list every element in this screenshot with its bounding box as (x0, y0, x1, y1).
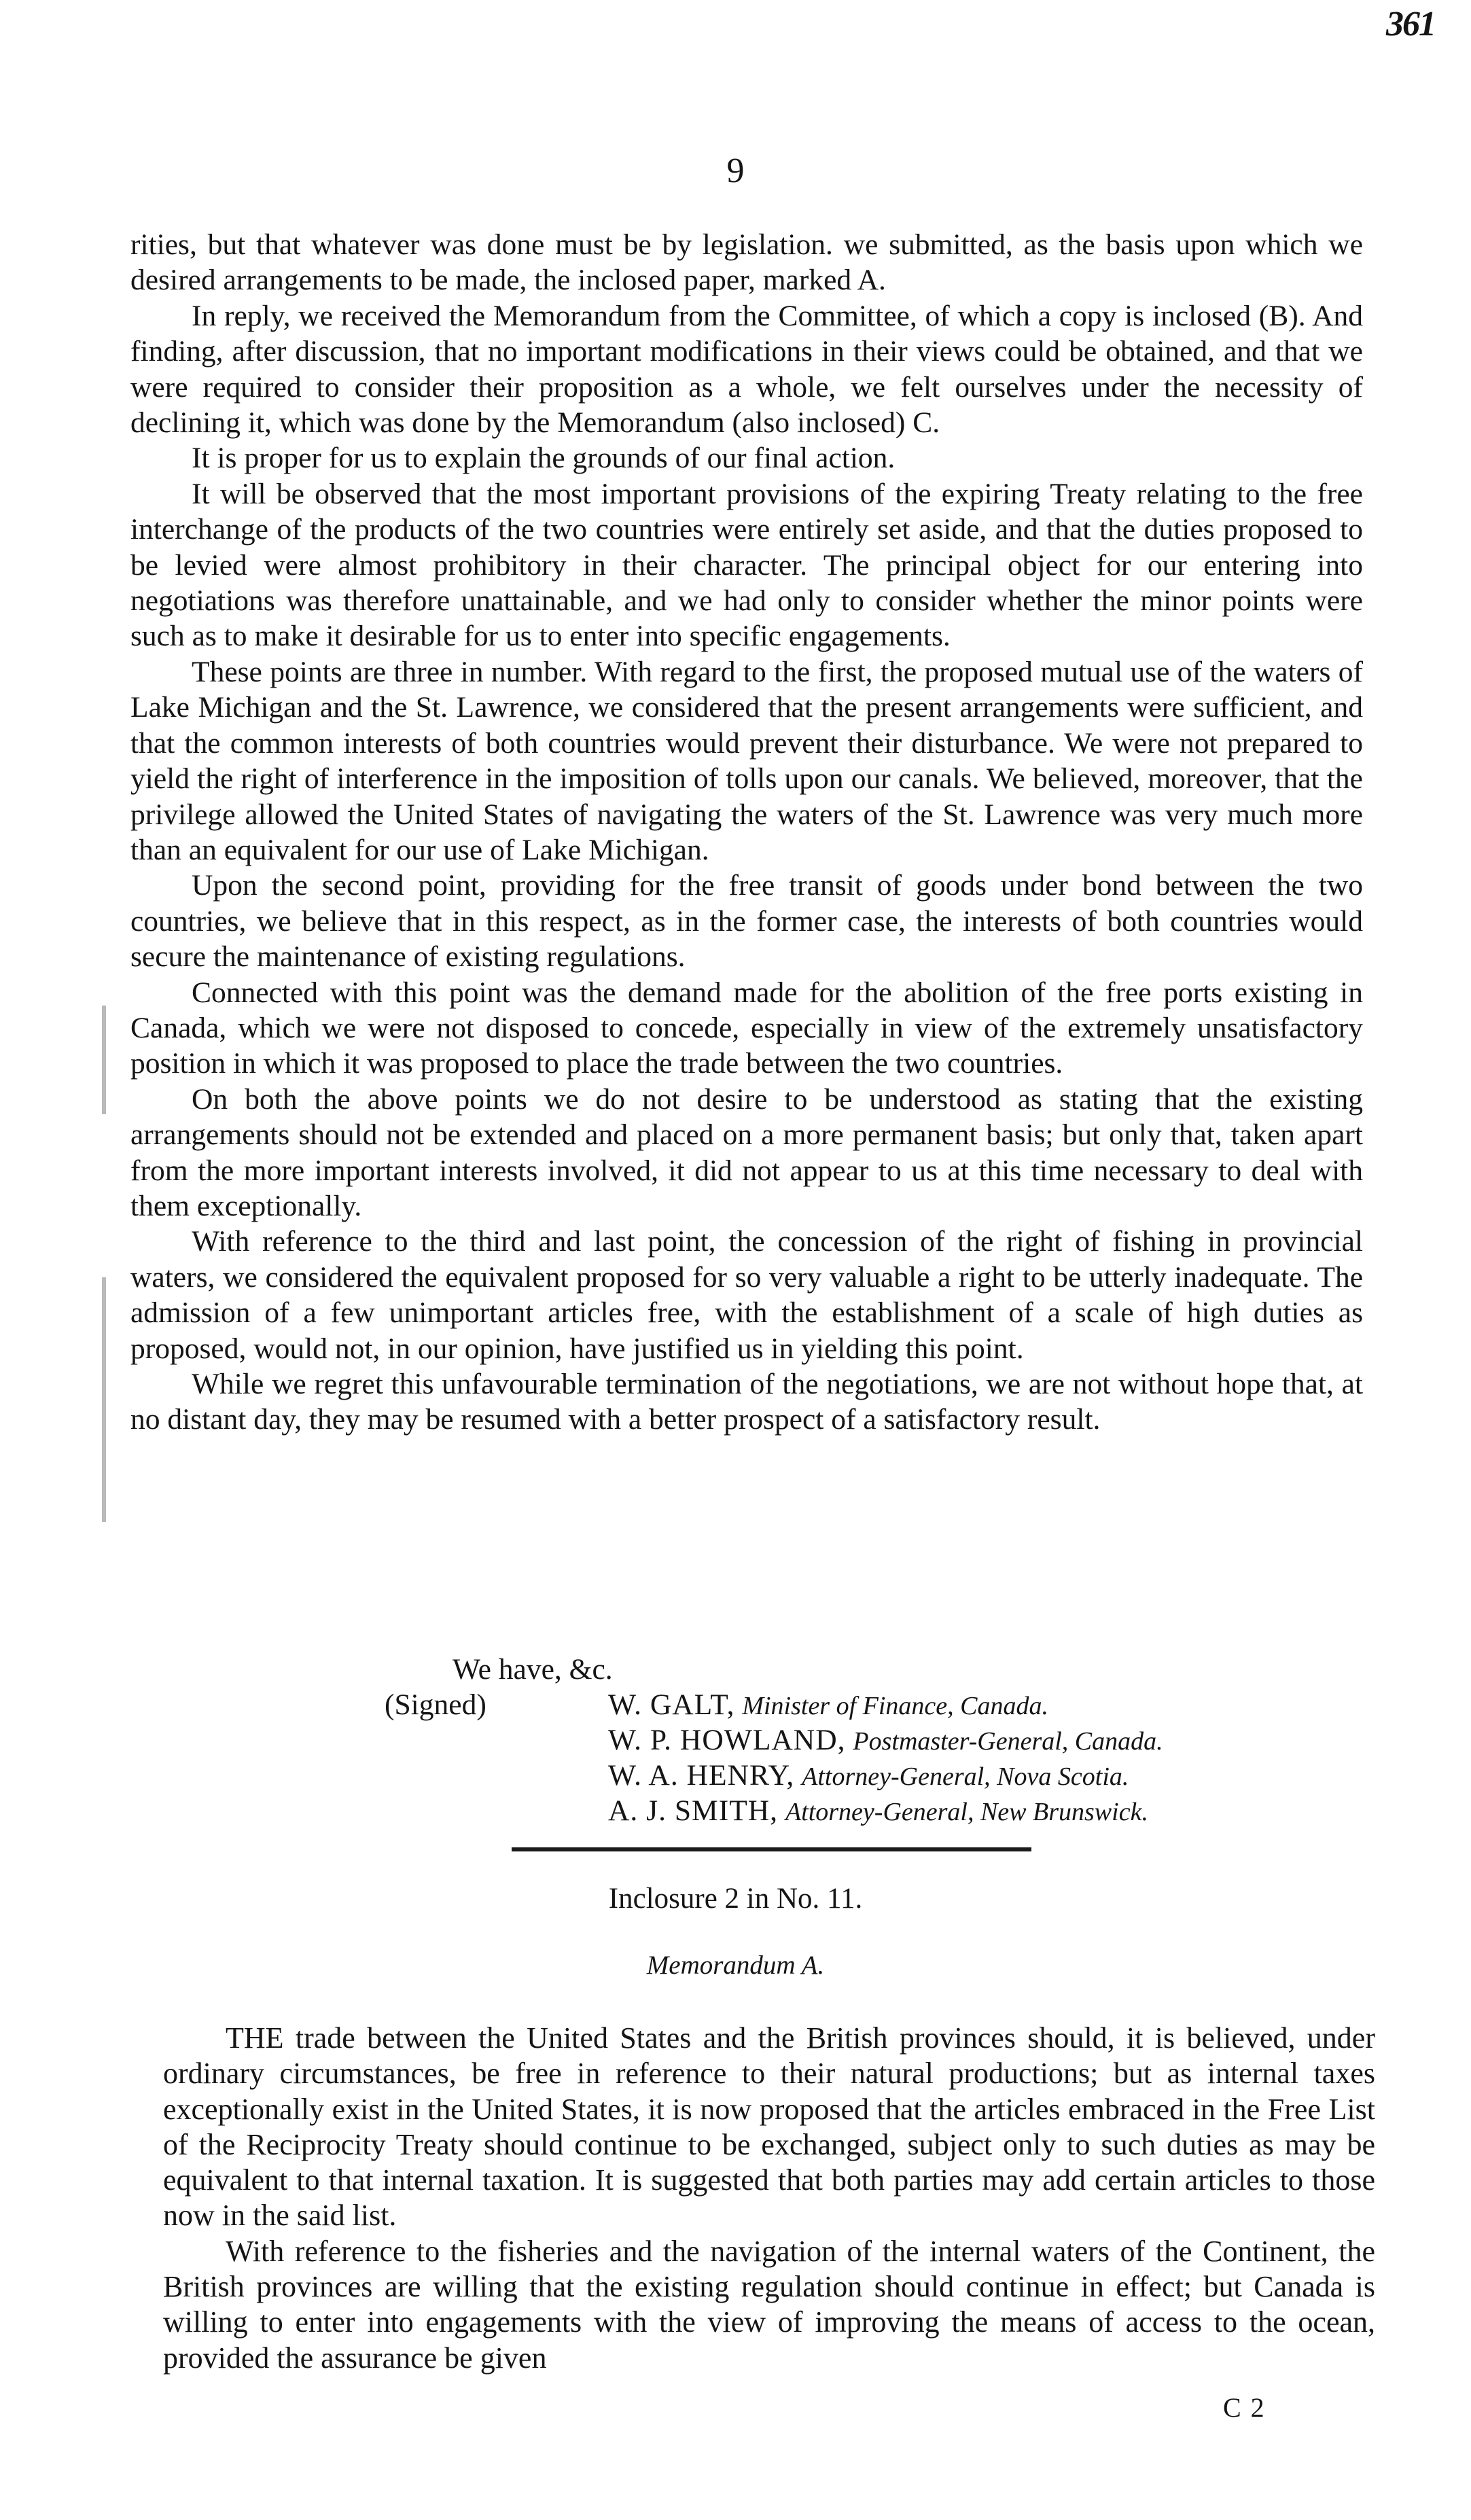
margin-bracket-mark (102, 1006, 106, 1114)
signatory-line (608, 1758, 1129, 1794)
body-paragraph: It is proper for us to explain the grounds of our final action. (192, 442, 896, 475)
signatory-line (608, 1687, 1048, 1724)
signatory-name: W. GALT, (608, 1688, 735, 1721)
signatory-title: Minister of Finance, Canada. (742, 1692, 1049, 1720)
memorandum-body (163, 2021, 1375, 2376)
signatory-line (608, 1722, 1163, 1759)
margin-bracket-mark (102, 1277, 106, 1522)
signatory-title: Postmaster-General, Canada. (853, 1727, 1163, 1756)
body-paragraph: These points are three in number. With regard to the first, the proposed mutual use of the waters of Lake Michigan and the St. Lawrence, we considered that the present arrangements were sufficient, and that the common interests of both countries would prevent their disturbance. We were not prepared to yield the right of interference in the imposition of tolls upon our canals. We believed, moreover, that the privilege allowed the United States of navigating the waters of the St. Lawrence was very much more than an equivalent for our use of Lake Michigan. (130, 655, 1363, 866)
memorandum-paragraph: With reference to the fisheries and the navigation of the internal waters of the Continent, the British provinces are willing that the existing regulation should continue in effect; but Canada is willing to enter into engagements with the view of improving the means of access to the ocean, provided the assurance be given (163, 2234, 1375, 2375)
body-paragraph: With reference to the third and last point, the concession of the right of fishing in provincial waters, we considered the equivalent proposed for so very valuable a right to be utterly inadequate. The admission of a few unimportant articles free, with the establishment of a scale of high duties as proposed, would not, in our opinion, have justified us in yielding this point. (130, 1225, 1363, 1365)
signatory-name: A. J. SMITH, (608, 1794, 779, 1827)
signatory-name: W. P. HOWLAND, (608, 1724, 846, 1756)
memorandum-title: Memorandum A. (646, 1951, 825, 1980)
body-paragraph: Upon the second point, providing for the free transit of goods under bond between the two countries, we believe that in this respect, as in the former case, the interests of both countries would secure the maintenance of existing regulations. (130, 869, 1363, 974)
section-divider (512, 1847, 1031, 1851)
page-number: 9 (726, 152, 745, 190)
body-paragraph: Connected with this point was the demand made for the abolition of the free ports existing in Canada, which we were not disposed to concede, especially in view of the extremely unsatisfactory position in which it was proposed to place the trade between the two countries. (130, 976, 1363, 1080)
memorandum-paragraph: THE trade between the United States and the British provinces should, it is believed, under ordinary circumstances, be free in reference to their natural productions; but as internal taxes exceptionally exist in the United States, it is now proposed that the articles embraced in the Free List of the Reciprocity Treaty should continue to be exchanged, subject only to such duties as may be equivalent to that internal taxation. It is suggested that both parties may add certain articles to those now in the said list. (163, 2021, 1375, 2233)
body-paragraph: It will be observed that the most important provisions of the expiring Treaty relating to the free interchange of the products of the two countries were entirely set aside, and that the duties proposed to be levied were almost prohibitory in their character. The principal object for our entering into negotiations was therefore unattainable, and we had only to consider whether the minor points were such as to make it desirable for us to enter into specific engagements. (130, 477, 1363, 653)
salutation: We have, &c. (453, 1653, 613, 1686)
inclosure-heading: Inclosure 2 in No. 11. (608, 1883, 863, 1915)
body-paragraph: On both the above points we do not desire to be understood as stating that the existing arrangements should not be extended and placed on a more permanent basis; but only that, taken apart from the more important interests involved, it did not appear to us at this time necessary to deal with them exceptionally. (130, 1082, 1363, 1222)
letter-body (130, 227, 1363, 1438)
body-paragraph: While we regret this unfavourable termination of the negotiations, we are not without hope that, at no distant day, they may be resumed with a better prospect of a satisfactory result. (130, 1368, 1363, 1436)
sheet-signature-mark: C 2 (1223, 2392, 1266, 2423)
signed-label: (Signed) (385, 1688, 486, 1721)
handwritten-folio-number: 361 (1386, 5, 1435, 43)
signatory-name: W. A. HENRY, (608, 1759, 795, 1792)
signatory-title: Attorney-General, New Brunswick. (785, 1798, 1148, 1826)
signatory-title: Attorney-General, Nova Scotia. (802, 1762, 1129, 1791)
body-paragraph: In reply, we received the Memorandum from the Committee, of which a copy is inclosed (B). And finding, after discussion, that no important modifications in their views could be obtained, and that we were required to consider their proposition as a whole, we felt ourselves under the necessity of declining it, which was done by the Memorandum (also inclosed) C. (130, 299, 1363, 440)
signatory-line (608, 1793, 1148, 1830)
body-paragraph: rities, but that whatever was done must be by legislation. we submitted, as the basis upon which we desired arrangements to be made, the inclosed paper, marked A. (130, 228, 1363, 297)
